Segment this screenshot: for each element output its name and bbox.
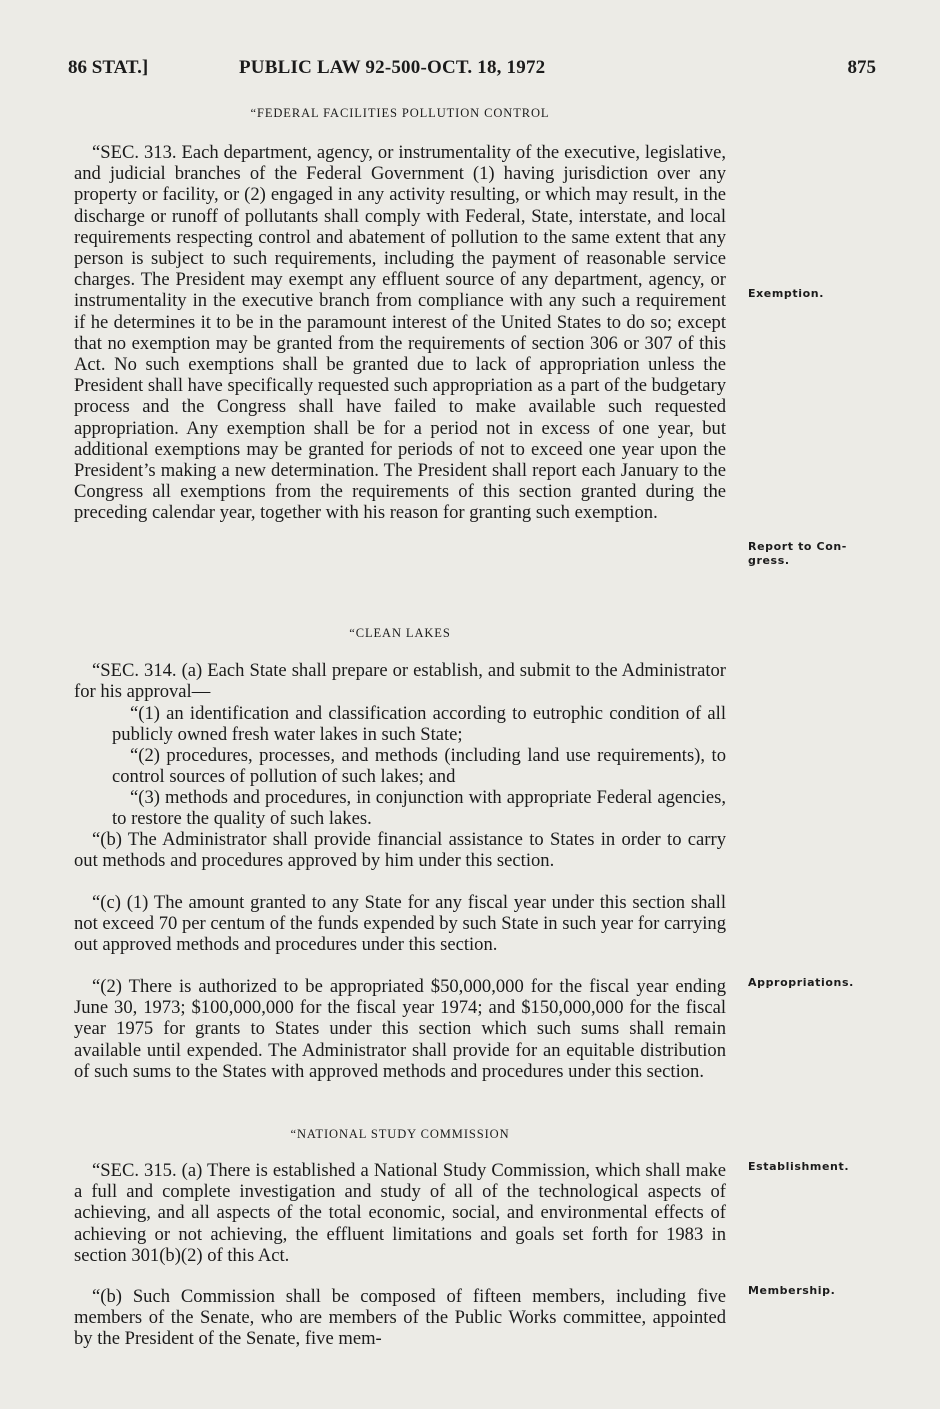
section-315-a: “SEC. 315. (a) There is established a National Study Commission, which shall make a full and complete investigation and study of all of the technological aspects of achieving, and all aspects of the total economic, social, and environmental effects of achieving or not achieving, the effluent limitations and goals set forth for 1983 in section 301(b)(2) of this Act. <box>74 1160 726 1266</box>
section-314-c-1: “(c) (1) The amount granted to any State for any fiscal year under this section shall not exceed 70 per centum of the funds expended by such State in such year for carrying out approved methods and procedures under this section. <box>74 892 726 956</box>
section-313-text: “SEC. 313. Each department, agency, or instrumentality of the executive, legislative, and judicial branches of the Federal Government (1) having jurisdiction over any property or facility, or (2) engaged in any activity resulting, or which may result, in the discharge or runoff of pollutants shall comply with Federal, State, interstate, and local requirements respecting control and abatement of pollution to the same extent that any person is subject to such requirements, including the payment of reasonable service charges. The President may exempt any effluent source of any department, agency, or instrumentality in the executive branch from compliance with any such a requirement if he determines it to be in the paramount interest of the United States to do so; except that no exemption may be granted from the requirements of section 306 or 307 of this Act. No such exemptions shall be granted due to lack of appropriation unless the President shall have specifically requested such appropriation as a part of the budgetary process and the Congress shall have failed to make available such requested appropriation. Any exemption shall be for a period not in excess of one year, but additional exemptions may be granted for periods of not to exceed one year upon the President’s making a new determination. The President shall report each January to the Congress all exemptions from the requirements of this section granted during the preceding calendar year, together with his reason for granting such exemption. <box>74 142 726 524</box>
section-315-b: “(b) Such Commission shall be composed of fifteen members, including five members of the Senate, who are members of the Public Works committee, appointed by the President of the Senate, five mem- <box>74 1286 726 1350</box>
heading-national-study: “NATIONAL STUDY COMMISSION <box>290 1127 510 1141</box>
section-314-b: “(b) The Administrator shall provide financial assistance to States in order to carry out methods and procedures approved by him under this section. <box>74 829 726 872</box>
section-314-c-2: “(2) There is authorized to be appropriated $50,000,000 for the fiscal year ending June 30, 1973; $100,000,000 for the fiscal year 1974; and $150,000,000 for the fiscal year 1975 for grants to States under this section which such sums shall remain available until expended. The Administrator shall provide for an equitable distribution of such sums to the States with approved methods and procedures under this section. <box>74 976 726 1082</box>
section-314-a-2: “(2) procedures, processes, and methods (including land use requirements), to control sources of pollution of such lakes; and <box>112 745 726 788</box>
margin-note-exemption: Exemption. <box>748 287 825 300</box>
margin-note-report-to-congress: Report to Con- gress. <box>748 540 847 567</box>
section-314-a-3: “(3) methods and procedures, in conjunction with appropriate Federal agencies, to restore the quality of such lakes. <box>112 787 726 830</box>
heading-clean-lakes: “CLEAN LAKES <box>349 626 451 640</box>
margin-note-establishment: Establishment. <box>748 1160 850 1173</box>
margin-note-appropriations: Appropriations. <box>748 976 854 989</box>
running-title: PUBLIC LAW 92-500-OCT. 18, 1972 <box>239 57 546 78</box>
section-314-a-1: “(1) an identification and classification according to eutrophic condition of all publicly owned fresh water lakes in such State; <box>112 703 726 746</box>
statute-reference: 86 STAT.] <box>68 57 149 78</box>
section-314-a: “SEC. 314. (a) Each State shall prepare or establish, and submit to the Administrator for his approval— <box>74 660 726 703</box>
page-number: 875 <box>847 57 876 78</box>
heading-federal-facilities: “FEDERAL FACILITIES POLLUTION CONTROL <box>250 106 550 120</box>
margin-note-membership: Membership. <box>748 1284 836 1297</box>
page-header <box>68 57 876 87</box>
